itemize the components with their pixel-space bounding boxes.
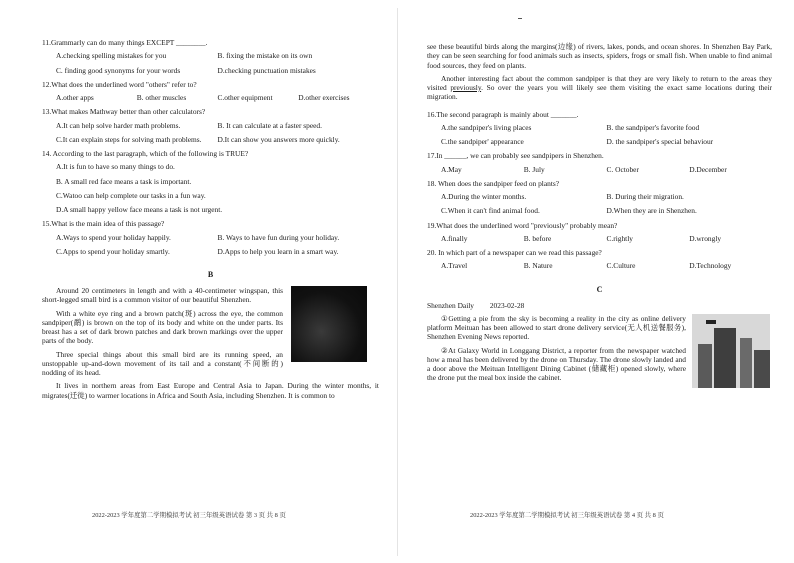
underlined-word-previously: previously [450, 83, 482, 92]
option-d: D.It can show you answers more quickly. [217, 134, 340, 144]
section-b-title: B [207, 270, 214, 279]
page-4-footer: 2022-2023 学年度第二学期模拟考试 初三年级英语试卷 第 4 页 共 8 页 [470, 512, 664, 519]
option-b: B. It can calculate at a faster speed. [217, 120, 322, 130]
option-d: D.Apps to help you learn in a smart way. [217, 246, 339, 256]
question-12: 12.What does the underlined word "others" refer to? [42, 79, 197, 89]
question-19: 19.What does the underlined word "previously" probably mean? [427, 220, 618, 230]
passage-b-paragraph-5: Another interesting fact about the common sandpiper is that they are very likely to return to the areas they visited previously. So over the years you will likely see them visiting the exact same locations during their migration. [427, 73, 772, 102]
question-17: 17.In ______, we can probably see sandpipers in Shenzhen. [427, 151, 604, 161]
option-b: B. fixing the mistake on its own [217, 51, 313, 61]
option-b: B. the sandpiper's favorite food [606, 122, 700, 132]
question-15: 15.What is the main idea of this passage? [42, 219, 165, 229]
page-4 [397, 0, 794, 563]
option-b: B. A small red face means a task is important. [56, 176, 192, 186]
option-d: D.A small happy yellow face means a task is not urgent. [56, 205, 223, 214]
question-15-options [56, 233, 379, 242]
option-d: D.other exercises [298, 93, 350, 102]
option-b: B. Nature [523, 261, 553, 271]
question-19-options [441, 234, 772, 243]
option-c: C.the sandpiper' appearance [441, 137, 524, 146]
passage-b-paragraph-2: With a white eye ring and a brown patch(斑) across the eye, the common sandpiper(鹬) is brown on the top of its body and white on the under parts. Its breast has a set of dark brown patches and dark brown markings over the upper parts of the body. [42, 308, 283, 346]
question-17-options [441, 165, 772, 174]
question-13: 13.What makes Mathway better than other calculators? [42, 107, 206, 117]
option-c: C. finding good synonyms for your words [56, 65, 181, 75]
option-d: D. the sandpiper's special behaviour [606, 137, 714, 146]
option-c: C.Culture [606, 261, 636, 271]
question-13-options [56, 121, 379, 130]
section-c-title: C [596, 284, 603, 294]
passage-b-paragraph-3: Three special things about this small bird are its running speed, an unstoppable up-and-down movement of its tail and a constant(不间断的) nodding of its head. [42, 349, 283, 377]
question-18-options-2 [441, 206, 772, 215]
newspaper-name: Shenzhen Daily [427, 300, 474, 310]
option-c: C.Apps to spend your holiday smartly. [56, 246, 170, 256]
question-15-options-2 [56, 247, 379, 256]
question-11-options-2 [56, 66, 379, 75]
option-a: A.Travel [441, 261, 468, 271]
question-13-options-2 [56, 135, 379, 144]
passage-b-continued: see these beautiful birds along the margins(边缘) of rivers, lakes, ponds, and ocean shores. In Shenzhen Bay Park, they can be seen searching for food animals such as insects, spiders, frogs or small fish. When unable to find animal food sources, they feed on plants. [427, 42, 772, 70]
option-d: D.When they are in Shenzhen. [606, 206, 697, 216]
option-d: D.wrongly [689, 233, 722, 243]
option-a: A.It can help solve harder math problems. [56, 120, 181, 130]
option-d: D.Technology [689, 261, 732, 271]
question-16: 16.The second paragraph is mainly about _______. [427, 109, 579, 119]
article-date: 2023-02-28 [489, 300, 525, 310]
question-16-options [441, 123, 772, 132]
option-a: A.It is fun to have so many things to do. [56, 162, 175, 172]
option-c: C.When it can't find animal food. [441, 206, 540, 216]
option-a: A.During the winter months. [441, 192, 527, 201]
passage-b-paragraph-4: It lives in northern areas from East Europe and Central Asia to Japan. During the winter months, it migrates(迁徙) to warmer locations in Africa and South Asia, including Shenzhen. It is common to [42, 381, 379, 400]
option-b: B. other muscles [136, 93, 187, 102]
sandpiper-photo [291, 286, 367, 362]
question-16-options-2 [441, 137, 772, 146]
question-11-options [56, 51, 379, 60]
option-a: A.May [441, 164, 462, 174]
option-d: D.checking punctuation mistakes [217, 65, 316, 75]
question-18: 18. When does the sandpiper feed on plants? [427, 178, 560, 188]
option-c: C.rightly [606, 233, 633, 243]
option-c: C.Watoo can help complete our tasks in a fun way. [56, 190, 206, 200]
question-18-options [441, 192, 772, 201]
option-a: A.Ways to spend your holiday happily. [56, 232, 171, 242]
passage-c-paragraph-1: ①Getting a pie from the sky is becoming a reality in the city as online delivery platform Meituan has been allowed to start drone delivery service(无人机送餐服务), Shenzhen Evening News reported. [427, 313, 686, 342]
question-20: 20. In which part of a newspaper can we read this passage? [427, 248, 602, 257]
passage-b-paragraph-1: Around 20 centimeters in length and with a 40-centimeter wingspan, this short-legged small bird is a common visitor of our beautiful Shenzhen. [42, 286, 283, 305]
question-12-options [56, 93, 379, 102]
page-3-footer: 2022-2023 学年度第二学期模拟考试 初三年级英语试卷 第 3 页 共 8 页 [92, 512, 286, 519]
option-b: B. before [523, 233, 552, 243]
option-a: A.the sandpiper's living places [441, 122, 532, 132]
option-b: B. Ways to have fun during your holiday. [217, 232, 340, 242]
option-a: A.checking spelling mistakes for you [56, 51, 167, 61]
option-b: B. July [523, 164, 545, 174]
question-20-options [441, 261, 772, 270]
passage-c-paragraph-2: ②At Galaxy World in Longgang District, a reporter from the newspaper watched how a meal has been delivered by the drone on Thursday. The drone slowly landed and a door above the Meituan Intelligent Dining Cabinet (储藏柜) opened slowly, where the drone put the meal box inside the cabinet. [427, 345, 686, 383]
option-d: D.December [689, 164, 727, 174]
dateline [427, 301, 772, 310]
option-c: C.It can explain steps for solving math problems. [56, 134, 202, 144]
option-a: A.other apps [56, 93, 94, 102]
question-14: 14. According to the last paragraph, which of the following is TRUE? [42, 149, 249, 158]
drone-delivery-photo [692, 314, 770, 388]
option-c: C. October [606, 164, 639, 174]
option-b: B. During their migration. [606, 192, 684, 201]
question-11: 11.Grammarly can do many things EXCEPT ________. [42, 38, 208, 47]
option-a: A.finally [441, 233, 468, 243]
option-c: C.other equipment [217, 93, 273, 102]
